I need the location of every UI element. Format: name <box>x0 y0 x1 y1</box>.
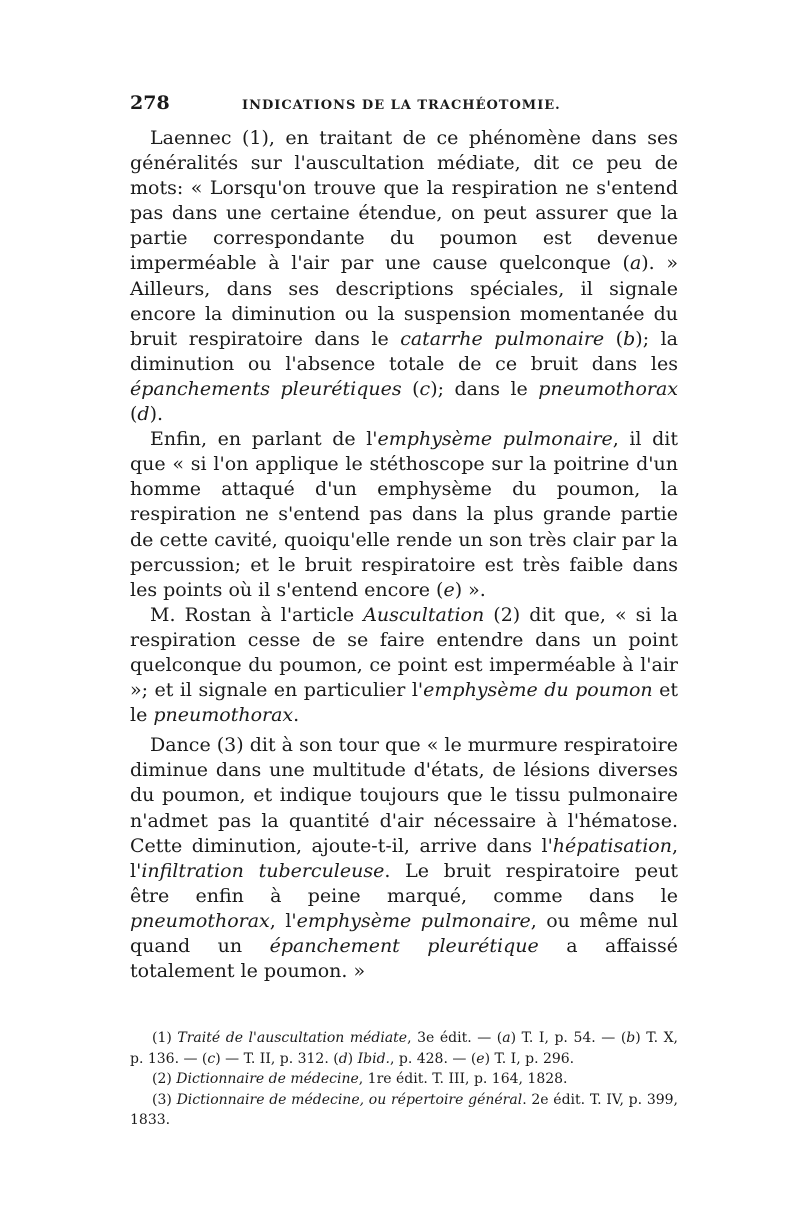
italic-text: catarrhe pulmonaire <box>400 327 605 350</box>
paragraph-rostan <box>130 603 678 728</box>
footnote-3 <box>130 1090 678 1131</box>
italic-text: b <box>626 1030 636 1047</box>
italic-text: e <box>476 1050 485 1067</box>
text-run: (2) dit que, « si la respiration cesse de se faire entendre dans un point quelconque du poumon, ce point est imperméable à l'air »; et il signale en particulier l' <box>130 603 678 702</box>
italic-text: Dictionnaire de médecine, ou répertoire général <box>176 1091 523 1108</box>
text-run: . 2e édit. T. IV, p. 399, 1833. <box>130 1091 678 1129</box>
text-run: ). <box>149 403 164 426</box>
text-run: ) T. X, p. 136. — ( <box>130 1030 678 1067</box>
text-run: Laennec (1), en traitant de ce phénomène dans ses généralités sur l'auscultation médiate, dit ce peu de mots: « Lorsqu'on trouve que la respiration ne s'entend pas dans une certaine étendue, on peut assurer que la partie correspondante du poumon est devenue imperméable à l'air par une cause quelconque ( <box>130 127 678 275</box>
italic-text: d <box>338 1050 348 1067</box>
text-run: , l' <box>269 909 297 932</box>
italic-text: e <box>443 578 455 601</box>
italic-text: épanchements pleurétiques <box>130 377 402 400</box>
italic-text: b <box>623 327 636 350</box>
footnotes <box>130 1028 678 1131</box>
paragraph-emphyseme <box>130 427 678 603</box>
text-run: (2) <box>152 1071 177 1088</box>
text-run: , ou même nul quand un <box>130 909 679 957</box>
paragraph-laennec <box>130 126 678 427</box>
italic-text: Traité de l'auscultation médiate <box>177 1030 408 1047</box>
text-run: . <box>293 704 300 727</box>
text-run: , p. 428. — ( <box>389 1050 477 1067</box>
text-run: ); la diminution ou l'absence totale de ce bruit dans les <box>130 327 678 375</box>
text-run: ) — T. II, p. 312. ( <box>215 1050 339 1067</box>
text-run: , l' <box>130 834 678 882</box>
italic-text: c <box>207 1050 216 1067</box>
text-run: Dance (3) dit à son tour que « le murmure respiratoire diminue dans une multitude d'états, de lésions diverses du poumon, et indique toujours que le tissu pulmonaire n'admet pas la quantité d'air nécessaire à l'hématose. Cette diminution, ajoute-t-il, arrive dans l' <box>130 734 678 857</box>
italic-text: hépatisation <box>552 834 672 857</box>
text-run: ) T. I, p. 54. — ( <box>510 1030 627 1047</box>
italic-text: pneumothorax <box>130 909 270 932</box>
text-run: , 3e édit. — ( <box>407 1030 503 1047</box>
italic-text: a <box>629 252 642 275</box>
text-run: (1) <box>152 1030 178 1047</box>
italic-text: Ibid. <box>357 1050 390 1067</box>
text-run: M. Rostan à l'article <box>150 603 364 626</box>
italic-text: emphysème pulmonaire <box>296 909 531 932</box>
italic-text: Dictionnaire de médecine <box>176 1071 359 1088</box>
footnote-2 <box>130 1069 678 1090</box>
page-number: 278 <box>130 92 170 114</box>
text-run: (3) <box>152 1091 177 1108</box>
book-page <box>130 92 678 1131</box>
text-run: ) ». <box>454 578 486 601</box>
text-run: ) <box>347 1050 358 1067</box>
page-header <box>130 92 678 122</box>
italic-text: épanchement pleurétique <box>269 935 539 957</box>
italic-text: pneumothorax <box>538 377 679 400</box>
body-text <box>130 126 678 984</box>
text-run: , 1re édit. T. III, p. 164, 1828. <box>358 1071 568 1088</box>
text-run: ( <box>130 403 138 426</box>
italic-text: emphysème pulmonaire <box>377 428 613 451</box>
italic-text: pneumothorax <box>153 704 294 727</box>
text-run: . Le bruit respiratoire peut être enfin à peine marqué, comme dans le <box>130 859 678 907</box>
paragraph-dance <box>130 733 678 984</box>
italic-text: Auscultation <box>363 603 485 626</box>
text-run: et le <box>130 679 678 727</box>
footnote-1 <box>130 1028 678 1069</box>
italic-text: infiltration tuberculeuse <box>141 859 385 882</box>
text-run: ) T. I, p. 296. <box>484 1050 575 1067</box>
text-run: ). » Ailleurs, dans ses descriptions spéciales, il signale encore la diminution ou la suspension momentanée du bruit respiratoire dans le <box>130 252 678 350</box>
text-run: , il dit que « si l'on applique le stéthoscope sur la poitrine d'un homme attaqué d'un emphysème du poumon, la respiration ne s'entend pas dans la plus grande partie de cette cavité, quoiqu'elle rende un son très clair par la percussion; et le bruit respiratoire est très faible dans les points où il s'entend encore ( <box>130 428 678 601</box>
text-run: ); dans le <box>430 377 539 400</box>
text-run: a affaissé totalement le poumon. » <box>130 935 679 983</box>
italic-text: c <box>419 377 431 400</box>
italic-text: d <box>137 403 150 426</box>
running-head: INDICATIONS DE LA TRACHÉOTOMIE. <box>242 98 561 113</box>
italic-text: emphysème du poumon <box>423 679 653 702</box>
text-run: ( <box>401 377 420 400</box>
text-run: ( <box>604 327 624 350</box>
text-run: Enfin, en parlant de l' <box>150 428 378 451</box>
italic-text: a <box>502 1030 511 1047</box>
